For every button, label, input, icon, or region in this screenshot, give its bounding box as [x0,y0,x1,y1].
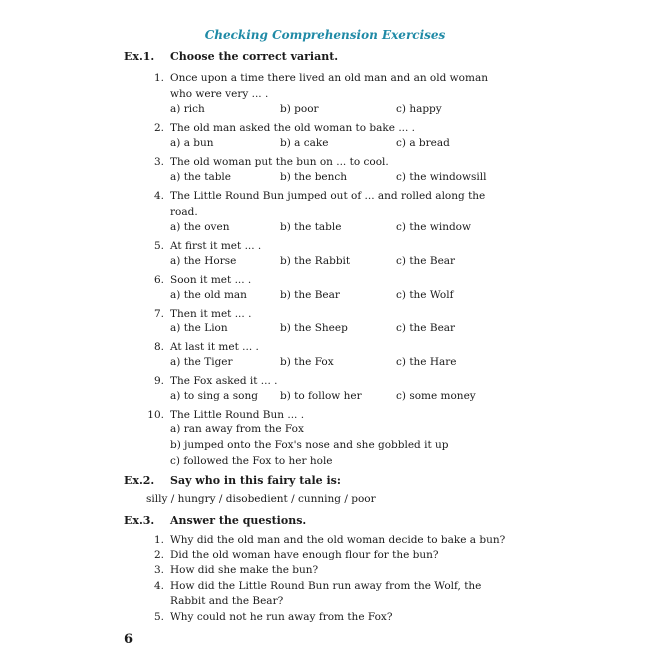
ex1-q10-option-b: b) jumped onto the Fox's nose and she gobbled it up [170,439,449,451]
option-b: b) the bench [280,171,348,183]
option-b: b) a cake [280,137,329,149]
ex1-number: Ex.1. [124,50,155,63]
question-text: How did the Little Round Bun run away from the Wolf, the [170,580,482,592]
option-b: b) the table [280,221,342,233]
option-a: a) to sing a song [170,390,258,402]
question-number: 7. [153,308,164,320]
question-number: 2. [153,549,164,561]
page-title: Checking Comprehension Exercises [204,28,446,42]
question-text: Why could not he run away from the Fox? [170,611,393,623]
question-text: The Little Round Bun jumped out of ... and rolled along the [170,190,486,202]
question-text: Why did the old man and the old woman decide to bake a bun? [170,534,506,546]
option-a: a) the Tiger [170,356,233,368]
option-c: c) happy [396,103,442,115]
option-b: b) the Bear [280,289,340,301]
question-text: The Little Round Bun ... . [170,409,305,421]
option-b: b) the Sheep [280,322,348,334]
question-text: The old woman put the bun on ... to cool. [170,156,389,168]
option-c: c) some money [396,390,476,402]
option-c: c) the Bear [396,322,456,334]
question-number: 6. [153,274,164,286]
ex1-q10-option-c: c) followed the Fox to her hole [170,455,333,467]
question-text: Rabbit and the Bear? [170,595,284,607]
question-number: 9. [153,375,164,387]
option-a: a) the Horse [170,255,237,267]
question-number: 5. [153,611,164,623]
question-text: Did the old woman have enough flour for the bun? [170,549,439,561]
question-number: 1. [153,534,164,546]
ex3-instruction: Answer the questions. [170,514,307,527]
option-a: a) the old man [170,289,247,301]
option-b: b) poor [280,103,319,115]
ex3-number: Ex.3. [124,514,155,527]
question-text: The old man asked the old woman to bake ... . [170,122,416,134]
question-number: 4. [153,580,164,592]
ex2-heading [124,474,341,487]
ex1-heading [124,50,338,63]
option-a: a) a bun [170,137,214,149]
option-a: a) the table [170,171,232,183]
option-c: c) the windowsill [396,171,487,183]
question-text: who were very ... . [170,88,269,100]
question-number: 4. [153,190,164,202]
question-number: 8. [153,341,164,353]
option-b: b) the Fox [280,356,334,368]
question-number: 5. [153,240,164,252]
option-c: c) the Bear [396,255,456,267]
ex3-heading [124,514,306,527]
option-a: a) the Lion [170,322,228,334]
ex2-number: Ex.2. [124,474,155,487]
option-c: c) the Hare [396,356,457,368]
question-text: Once upon a time there lived an old man and an old woman [170,72,488,84]
question-number: 3. [153,564,164,576]
ex2-word-list: silly / hungry / disobedient / cunning / poor [146,493,376,505]
option-c: c) the Wolf [396,289,454,301]
option-a: a) rich [170,103,205,115]
option-b: b) the Rabbit [280,255,351,267]
option-c: c) the window [396,221,471,233]
question-number: 3. [153,156,164,168]
question-number: 2. [153,122,164,134]
option-b: b) to follow her [280,390,362,402]
ex1-q10-option-a: a) ran away from the Fox [170,423,304,435]
question-text: Soon it met ... . [170,274,252,286]
option-a: a) the oven [170,221,230,233]
question-text: How did she make the bun? [170,564,319,576]
question-text: road. [170,206,198,218]
question-text: Then it met ... . [170,308,252,320]
question-text: The Fox asked it ... . [170,375,278,387]
question-number: 1. [153,72,164,84]
page-number: 6 [124,632,134,647]
question-text: At last it met ... . [170,341,259,353]
ex1-instruction: Choose the correct variant. [170,50,339,63]
option-c: c) a bread [396,137,450,149]
question-text: At first it met ... . [170,240,262,252]
ex2-instruction: Say who in this fairy tale is: [170,474,341,487]
question-number: 10. [147,409,164,421]
